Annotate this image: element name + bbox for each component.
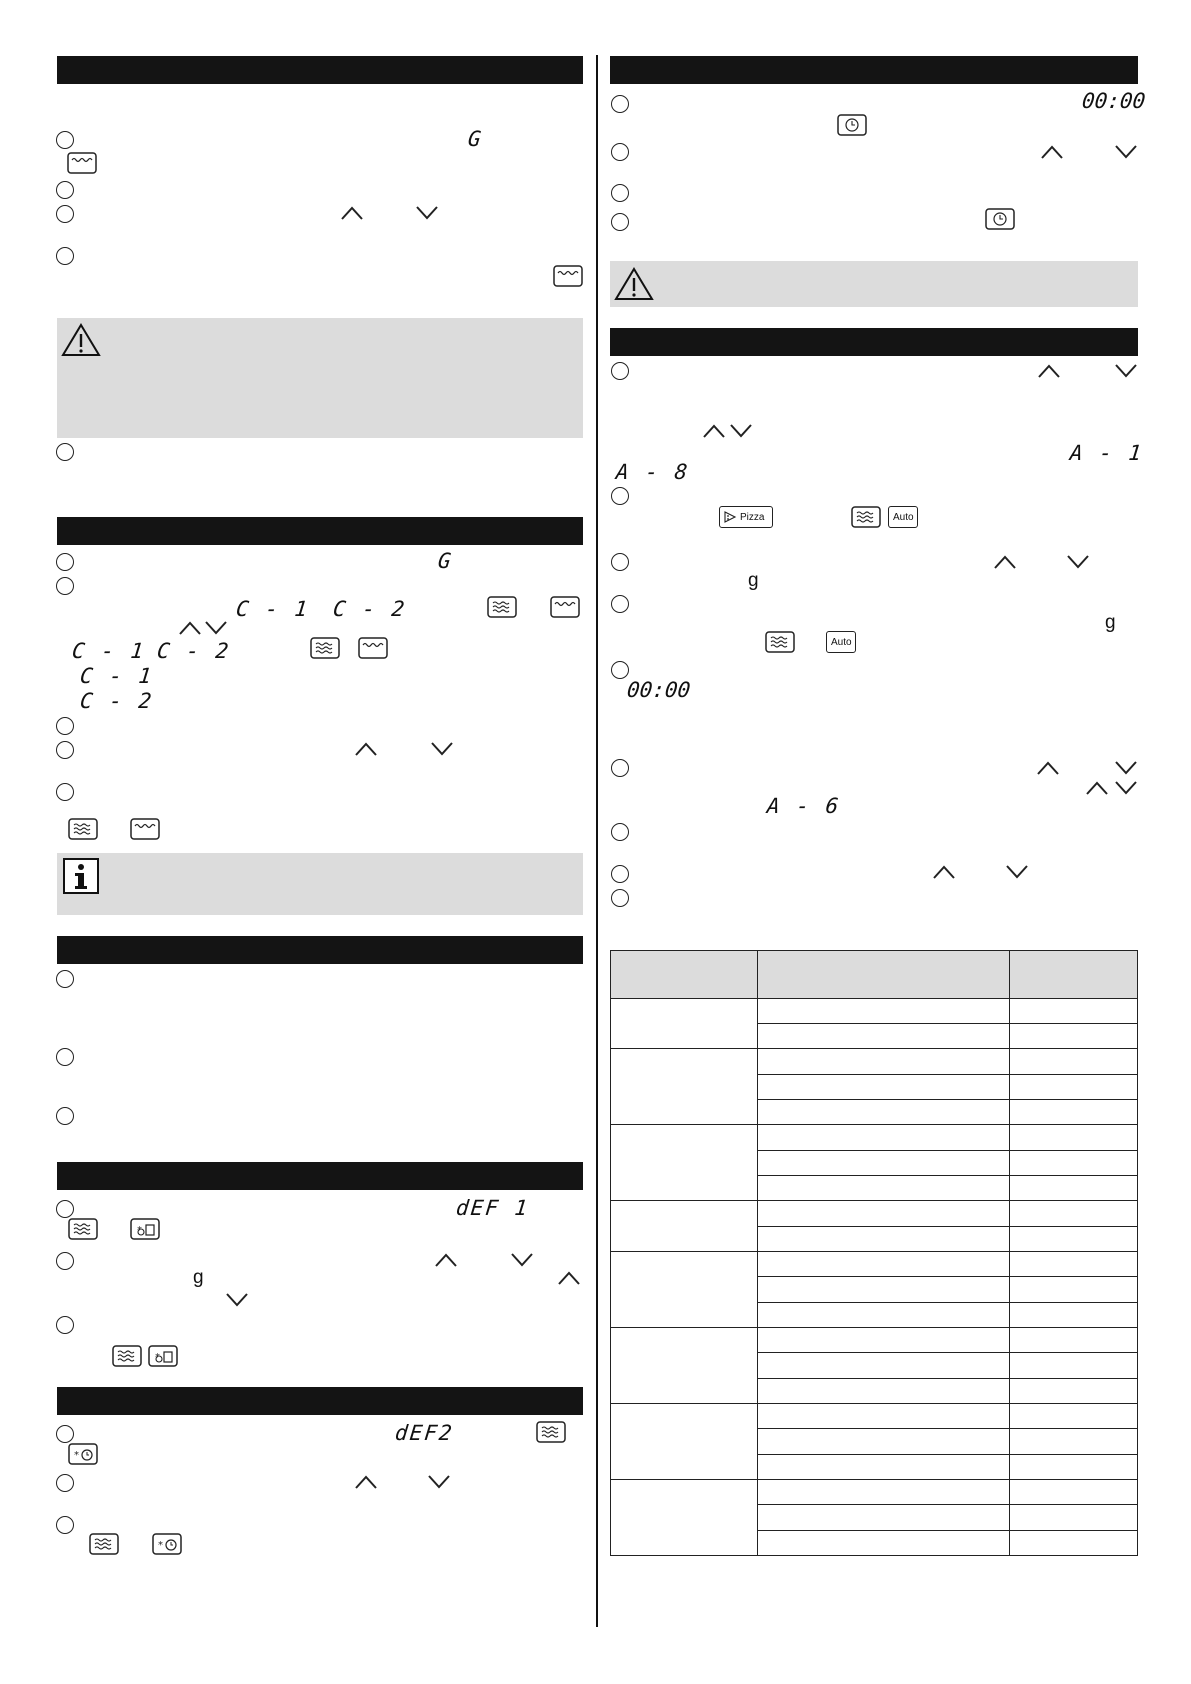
- microwave-icon: [68, 818, 98, 840]
- down-arrow-icon[interactable]: [1114, 760, 1138, 776]
- display-def1: dEF 1: [454, 1196, 531, 1220]
- display-a8: A - 8: [614, 460, 691, 484]
- svg-text:*: *: [137, 1225, 142, 1236]
- table-cell: [1010, 1251, 1138, 1276]
- down-arrow-icon[interactable]: [427, 1474, 451, 1490]
- table-cell: [757, 1201, 1010, 1226]
- table-row: [611, 1479, 1138, 1504]
- display-clock: 00:00: [1080, 89, 1147, 113]
- column-divider: [596, 55, 598, 1627]
- step-circle: [56, 717, 74, 735]
- grill-icon: [130, 818, 160, 840]
- microwave-icon: [310, 637, 340, 659]
- step-circle: [56, 741, 74, 759]
- table-cell: [1010, 1479, 1138, 1504]
- display-g: G: [436, 549, 454, 573]
- microwave-icon: [68, 1218, 98, 1240]
- time-defrost-icon: [68, 1443, 98, 1465]
- grill-icon: [358, 637, 388, 659]
- up-arrow-icon[interactable]: [178, 620, 202, 636]
- microwave-icon: [487, 596, 517, 618]
- up-arrow-icon[interactable]: [702, 423, 726, 439]
- step-circle: [56, 1516, 74, 1534]
- table-cell: [1010, 1049, 1138, 1074]
- table-row: [611, 1049, 1138, 1074]
- weight-defrost-icon: [130, 1218, 160, 1240]
- down-arrow-icon[interactable]: [225, 1292, 249, 1308]
- table-cell: [1010, 1530, 1138, 1555]
- auto-button-label: Auto: [831, 637, 852, 648]
- step-circle: [56, 1252, 74, 1270]
- down-arrow-icon[interactable]: [430, 741, 454, 757]
- table-cell: [757, 1023, 1010, 1048]
- step-circle: [611, 184, 629, 202]
- down-arrow-icon[interactable]: [415, 205, 439, 221]
- step-circle: [56, 970, 74, 988]
- display-g: G: [466, 127, 484, 151]
- step-circle: [611, 213, 629, 231]
- display-a1: A - 1: [1068, 441, 1145, 465]
- table-cell: [611, 1327, 758, 1403]
- table-cell: [757, 1099, 1010, 1124]
- table-cell: [1010, 1505, 1138, 1530]
- table-cell: [1010, 1327, 1138, 1352]
- step-circle: [56, 783, 74, 801]
- auto-button[interactable]: [826, 631, 856, 653]
- section-header-auto-menu: [610, 328, 1138, 356]
- table-row: [611, 1251, 1138, 1276]
- table-row: [611, 1201, 1138, 1226]
- warning-icon: [614, 266, 654, 302]
- step-circle: [611, 95, 629, 113]
- table-cell: [1010, 1353, 1138, 1378]
- step-circle: [56, 247, 74, 265]
- auto-button-label: Auto: [893, 512, 914, 523]
- table-cell: [611, 998, 758, 1049]
- pizza-icon: [723, 510, 737, 524]
- step-circle: [611, 889, 629, 907]
- table-cell: [611, 1125, 758, 1201]
- table-cell: [757, 1251, 1010, 1276]
- up-arrow-icon[interactable]: [557, 1270, 581, 1286]
- section-header-weight-defrost: [57, 1162, 583, 1190]
- table-cell: [757, 1125, 1010, 1150]
- weight-defrost-icon: [148, 1345, 178, 1367]
- table-cell: [1010, 1277, 1138, 1302]
- step-circle: [56, 205, 74, 223]
- clock-icon[interactable]: [985, 208, 1015, 230]
- table-header-cell: [1010, 951, 1138, 999]
- table-cell: [1010, 1074, 1138, 1099]
- grill-icon: [553, 265, 583, 287]
- table-row: [611, 1125, 1138, 1150]
- step-circle: [56, 443, 74, 461]
- grill-icon: [67, 152, 97, 174]
- up-arrow-icon[interactable]: [1036, 760, 1060, 776]
- table-cell: [757, 1049, 1010, 1074]
- table-cell: [611, 1201, 758, 1252]
- down-arrow-icon[interactable]: [1005, 864, 1029, 880]
- up-arrow-icon[interactable]: [932, 864, 956, 880]
- display-def2: dEF2: [393, 1421, 455, 1445]
- time-defrost-icon: [152, 1533, 182, 1555]
- up-arrow-icon[interactable]: [1085, 780, 1109, 796]
- section-header-grill: [57, 56, 583, 84]
- table-cell: [611, 1479, 758, 1555]
- svg-text:*: *: [74, 1450, 79, 1461]
- table-row: [611, 1403, 1138, 1428]
- section-header-quick-start: [57, 936, 583, 964]
- display-c2: C - 2: [78, 689, 155, 713]
- microwave-icon: [89, 1533, 119, 1555]
- down-arrow-icon[interactable]: [510, 1252, 534, 1268]
- display-c1: C - 1: [234, 597, 311, 621]
- section-header-time-defrost: [57, 1387, 583, 1415]
- step-circle: [56, 1316, 74, 1334]
- table-cell: [757, 1074, 1010, 1099]
- table-cell: [1010, 1023, 1138, 1048]
- up-arrow-icon[interactable]: [993, 554, 1017, 570]
- down-arrow-icon[interactable]: [1114, 780, 1138, 796]
- section-header-combination: [57, 517, 583, 545]
- table-header-row: [611, 951, 1138, 999]
- table-cell: [757, 1530, 1010, 1555]
- svg-text:*: *: [158, 1540, 163, 1551]
- microwave-icon: [536, 1421, 566, 1443]
- step-circle: [56, 1048, 74, 1066]
- warning-note: [610, 261, 1138, 307]
- display-c2: C - 2: [155, 639, 232, 663]
- display-a6: A - 6: [765, 794, 842, 818]
- table-row: [611, 1327, 1138, 1352]
- warning-icon: [61, 322, 101, 358]
- table-cell: [1010, 1125, 1138, 1150]
- warning-note: [57, 318, 583, 438]
- down-arrow-icon[interactable]: [729, 423, 753, 439]
- info-note: [57, 853, 583, 915]
- step-circle: [611, 865, 629, 883]
- table-cell: [1010, 1403, 1138, 1428]
- table-cell: [757, 1403, 1010, 1428]
- section-header-clock: [610, 56, 1138, 84]
- step-circle: [56, 1474, 74, 1492]
- table-cell: [611, 1049, 758, 1125]
- table-cell: [757, 1454, 1010, 1479]
- unit-gram: g: [193, 1267, 204, 1288]
- unit-gram: g: [748, 570, 759, 591]
- step-circle: [611, 595, 629, 613]
- microwave-icon[interactable]: [765, 631, 795, 653]
- table-cell: [757, 1302, 1010, 1327]
- down-arrow-icon[interactable]: [1066, 554, 1090, 570]
- table-cell: [1010, 1429, 1138, 1454]
- table-cell: [757, 1226, 1010, 1251]
- step-circle: [56, 553, 74, 571]
- step-circle: [56, 577, 74, 595]
- table-cell: [611, 1251, 758, 1327]
- table-cell: [757, 1429, 1010, 1454]
- up-arrow-icon[interactable]: [354, 1474, 378, 1490]
- step-circle: [611, 362, 629, 380]
- table-cell: [757, 1479, 1010, 1504]
- auto-button[interactable]: [888, 506, 918, 528]
- up-arrow-icon[interactable]: [340, 205, 364, 221]
- down-arrow-icon[interactable]: [204, 620, 228, 636]
- grill-icon: [550, 596, 580, 618]
- step-circle: [56, 1107, 74, 1125]
- step-circle: [56, 131, 74, 149]
- pizza-button[interactable]: [719, 506, 773, 528]
- display-c1: C - 1: [70, 639, 147, 663]
- table-cell: [1010, 998, 1138, 1023]
- table-cell: [757, 1378, 1010, 1403]
- up-arrow-icon[interactable]: [1037, 363, 1061, 379]
- step-circle: [56, 1425, 74, 1443]
- table-cell: [1010, 1302, 1138, 1327]
- clock-icon[interactable]: [837, 114, 867, 136]
- step-circle: [611, 553, 629, 571]
- table-cell: [1010, 1378, 1138, 1403]
- unit-gram: g: [1105, 612, 1116, 633]
- svg-text:*: *: [155, 1352, 160, 1363]
- table-cell: [757, 1175, 1010, 1200]
- table-header-cell: [611, 951, 758, 999]
- info-icon: [63, 858, 99, 894]
- up-arrow-icon[interactable]: [434, 1252, 458, 1268]
- table-cell: [757, 1353, 1010, 1378]
- display-c1: C - 1: [78, 664, 155, 688]
- display-c2: C - 2: [331, 597, 408, 621]
- step-circle: [611, 661, 629, 679]
- step-circle: [611, 487, 629, 505]
- auto-menu-table: [610, 950, 1138, 1556]
- up-arrow-icon[interactable]: [1040, 144, 1064, 160]
- down-arrow-icon[interactable]: [1114, 144, 1138, 160]
- table-cell: [1010, 1454, 1138, 1479]
- pizza-button-label: Pizza: [740, 512, 765, 523]
- down-arrow-icon[interactable]: [1114, 363, 1138, 379]
- table-cell: [1010, 1150, 1138, 1175]
- step-circle: [611, 759, 629, 777]
- table-cell: [1010, 1201, 1138, 1226]
- table-cell: [611, 1403, 758, 1479]
- display-clock: 00:00: [625, 678, 692, 702]
- table-cell: [757, 1327, 1010, 1352]
- step-circle: [611, 823, 629, 841]
- table-cell: [1010, 1099, 1138, 1124]
- step-circle: [56, 181, 74, 199]
- table-header-cell: [757, 951, 1010, 999]
- table-cell: [757, 1277, 1010, 1302]
- table-cell: [1010, 1175, 1138, 1200]
- table-cell: [1010, 1226, 1138, 1251]
- table-cell: [757, 1505, 1010, 1530]
- step-circle: [56, 1200, 74, 1218]
- up-arrow-icon[interactable]: [354, 741, 378, 757]
- table-cell: [757, 998, 1010, 1023]
- microwave-icon: [112, 1345, 142, 1367]
- table-cell: [757, 1150, 1010, 1175]
- microwave-icon[interactable]: [851, 506, 881, 528]
- table-row: [611, 998, 1138, 1023]
- step-circle: [611, 143, 629, 161]
